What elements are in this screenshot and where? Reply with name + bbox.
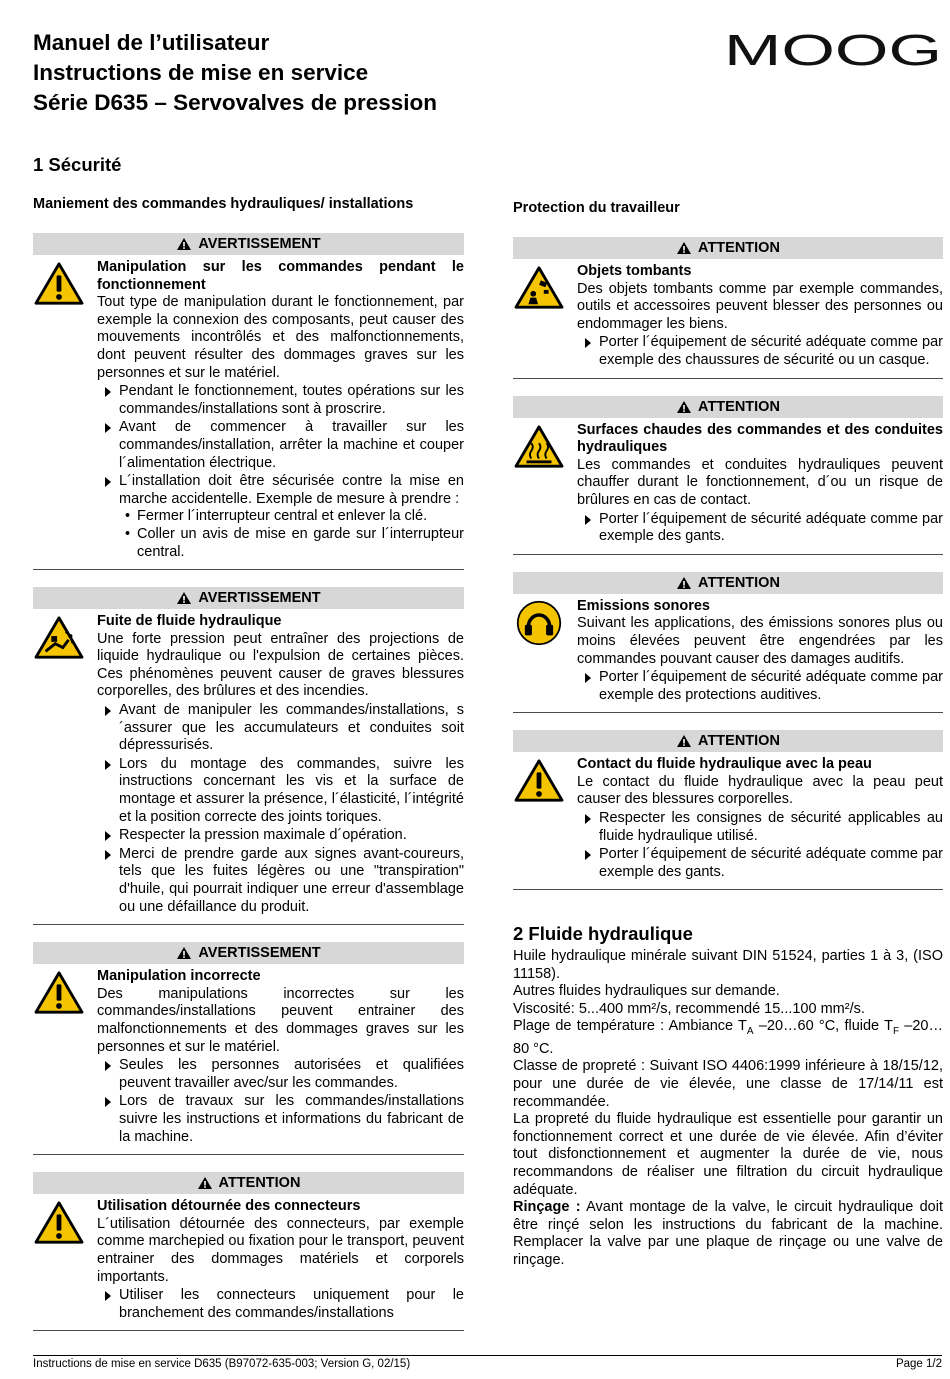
fluid-paragraph-1: Huile hydraulique minérale suivant DIN 51524, parties 1 à 3, (ISO 11158). xyxy=(513,948,943,982)
fluid-paragraph-3: Viscosité: 5...400 mm²/s, recommendé 15...100 mm²/s. xyxy=(513,1000,865,1017)
warning-triangle-icon xyxy=(176,591,192,605)
footer-document-ref: Instructions de mise en service D635 (B97072-635-003; Version G, 02/15) xyxy=(33,1358,411,1370)
fluid-paragraph-2: Autres fluides hydrauliques sur demande. xyxy=(513,983,780,1000)
section-2-title: 2 Fluide hydraulique xyxy=(513,923,693,944)
fluid-paragraph-6: La propreté du fluide hydraulique est essentielle pour garantir un fonctionnement correct et une durée de vie élevée. Afin d’éviter tout disfonctionnement et augmenter la durée de vie, nous recommandons de réaliser une filtration du circuit hydraulique adéquate. xyxy=(513,1111,943,1198)
measure-subitem: • Fermer l´interrupteur central et enlever la clé. xyxy=(97,508,464,526)
measure-item: Lors du montage des commandes, suivre les instructions concernant les vis et la surface de montage et assurer la présence, l´élasticité, l´intégrité et la position correcte des joints toriques. xyxy=(97,756,464,826)
left-column-subtitle: Maniement des commandes hydrauliques/ installations xyxy=(33,196,414,212)
fluid-paragraph-7: Rinçage : Avant montage de la valve, le circuit hydraulique doit être rinçé selon les instructions du fabricant de la machine. Remplacer la valve par une plaque de rinçage ou une valve de rinçage. xyxy=(513,1199,943,1268)
measure-item: Utiliser les connecteurs uniquement pour le branchement des commandes/installations xyxy=(97,1287,464,1322)
measure-item: Respecter les consignes de sécurité applicables au fluide hydraulique utilisé. xyxy=(577,810,943,845)
safety-box xyxy=(513,237,943,379)
document-header xyxy=(33,28,437,118)
measure-item: Merci de prendre garde aux signes avant-coureurs, tels que les fuites légères ou une "transpiration" d'huile, qui pourrait indiquer une erreur d'assemblage ou une défaillance du produit. xyxy=(97,846,464,916)
measure-item: L´installation doit être sécurisée contre la mise en marche accidentelle. Exemple de mesure à prendre : xyxy=(97,473,464,508)
measure-subitem: • Coller un avis de mise en garde sur l´interrupteur central. xyxy=(97,526,464,561)
signal-word: ATTENTION xyxy=(698,240,780,256)
signal-word-header xyxy=(513,396,943,418)
warning-triangle-icon xyxy=(176,946,192,960)
signal-word-header xyxy=(513,237,943,259)
hazard-title: Emissions sonores xyxy=(577,597,710,614)
fluid-section-body xyxy=(513,948,943,1270)
signal-word-header xyxy=(33,1172,464,1194)
safety-box xyxy=(513,730,943,890)
safety-box xyxy=(513,396,943,555)
section-1-title: 1 Sécurité xyxy=(33,154,122,175)
signal-word: ATTENTION xyxy=(698,398,780,415)
signal-word: ATTENTION xyxy=(218,1175,301,1192)
svg-text:MOOG: MOOG xyxy=(724,32,942,68)
warning-triangle-icon xyxy=(676,734,692,748)
measure-item: Avant de commencer à travailler sur les commandes/installation, arrêter la machine et couper l´alimentation électrique. xyxy=(97,419,464,472)
footer-page-number: Page 1/2 xyxy=(895,1358,942,1370)
document-title-line-2: Instructions de mise en service xyxy=(33,60,369,85)
hazard-title: Manipulation sur les commandes pendant le fonctionnement xyxy=(97,259,464,293)
safety-box xyxy=(33,942,464,1155)
measure-item: Porter l´équipement de sécurité adéquate comme par exemple des gants. xyxy=(577,511,943,546)
hazard-description: Tout type de manipulation durant le fonctionnement, par exemple la connexion des composants, peut causer des mouvements incontrôlés et des malfonctionnements, dont peuvent résulter des dommages graves sur les personnes et sur le matériel. xyxy=(97,294,464,381)
measure-item: Seules les personnes autorisées et qualifiées peuvent travailler avec/sur les commandes. xyxy=(97,1057,464,1092)
right-column xyxy=(513,237,943,890)
warning-triangle-icon xyxy=(197,1176,213,1190)
right-column-subtitle: Protection du travailleur xyxy=(513,200,680,216)
fluid-paragraph-5: Classe de propreté : Suivant ISO 4406:1999 inférieure à 18/15/12, pour une durée de vie élevée, une classe de 17/14/11 est recommandée. xyxy=(513,1058,943,1110)
moog-logo xyxy=(724,32,942,68)
fluid-paragraph-4: Plage de température : Ambiance $T_A$ –20…60 °C, fluide $T_F$ –20…80 °C. xyxy=(513,1018,943,1057)
hazard-description: Suivant les applications, des émissions sonores plus ou moins élevées peuvent être engendrées par les commandes pouvant causer des damages auditifs. xyxy=(577,615,943,667)
warning-triangle-icon xyxy=(176,237,192,251)
warning-triangle-icon xyxy=(676,241,692,255)
left-column xyxy=(33,233,464,1331)
safety-box xyxy=(33,587,464,925)
hazard-title: Fuite de fluide hydraulique xyxy=(97,613,282,630)
signal-word-header xyxy=(513,572,943,594)
measure-item: Respecter la pression maximale d´opération. xyxy=(97,827,464,845)
measure-item: Avant de manipuler les commandes/installations, s´assurer que les accumulateurs et conduites soit dépressurisés. xyxy=(97,702,464,755)
hazard-title: Manipulation incorrecte xyxy=(97,968,261,985)
signal-word: ATTENTION xyxy=(698,574,780,591)
measure-item: Porter l´équipement de sécurité adéquate comme par exemple des protections auditives. xyxy=(577,669,943,704)
hazard-description: Des manipulations incorrectes sur les commandes/installations peuvent entrainer des malfonctionnements et des dommages graves sur les personnes et sur le matériel. xyxy=(97,985,464,1055)
hazard-description: Le contact du fluide hydraulique avec la peau peut causer des blessures corporelles. xyxy=(577,773,943,808)
signal-word: AVERTISSEMENT xyxy=(198,236,321,252)
document-title-line-1: Manuel de l’utilisateur xyxy=(33,30,270,55)
signal-word-header xyxy=(513,730,943,752)
hazard-title: Objets tombants xyxy=(577,263,692,279)
safety-box xyxy=(33,1172,464,1331)
warning-triangle-icon xyxy=(676,576,692,590)
document-title-line-3: Série D635 – Servovalves de pression xyxy=(33,90,437,115)
hazard-description: Une forte pression peut entraîner des projections de liquide hydraulique ou l'expulsion de certaines pièces. Ces phénomènes peuvent causer de graves blessures corporelles, des brûlures et des incendies. xyxy=(97,630,464,700)
hazard-description: Des objets tombants comme par exemple commandes, outils et accessoires peuvent blesser des personnes ou endommager les biens. xyxy=(577,280,943,332)
hazard-title: Surfaces chaudes des commandes et des conduites hydrauliques xyxy=(577,421,943,456)
hazard-title: Contact du fluide hydraulique avec la peau xyxy=(577,756,872,773)
measure-item: Porter l´équipement de sécurité adéquate comme par exemple des gants. xyxy=(577,846,943,881)
signal-word: AVERTISSEMENT xyxy=(198,590,321,607)
signal-word-header xyxy=(33,942,464,964)
measure-item: Lors de travaux sur les commandes/installations suivre les instructions et informations du fabricant de la machine. xyxy=(97,1093,464,1146)
safety-box xyxy=(513,572,943,714)
hazard-title: Utilisation détournée des connecteurs xyxy=(97,1198,361,1215)
measure-item: Porter l´équipement de sécurité adéquate comme par exemple des chaussures de sécurité ou un casque. xyxy=(577,334,943,369)
signal-word: ATTENTION xyxy=(698,733,780,750)
warning-triangle-icon xyxy=(676,400,692,414)
signal-word-header xyxy=(33,233,464,255)
measure-item: Pendant le fonctionnement, toutes opérations sur les commandes/installations sont à proscrire. xyxy=(97,383,464,418)
footer-divider xyxy=(33,1355,942,1356)
signal-word-header xyxy=(33,587,464,609)
signal-word: AVERTISSEMENT xyxy=(198,945,321,962)
hazard-description: L´utilisation détournée des connecteurs, par exemple comme marchepied ou fixation pour le transport, peuvent entrainer des dommages matériels et corporels importants. xyxy=(97,1215,464,1285)
hazard-description: Les commandes et conduites hydrauliques peuvent chauffer durant le fonctionnement, d´ou un risque de brûlures en cas de contact. xyxy=(577,456,943,508)
safety-box xyxy=(33,233,464,570)
